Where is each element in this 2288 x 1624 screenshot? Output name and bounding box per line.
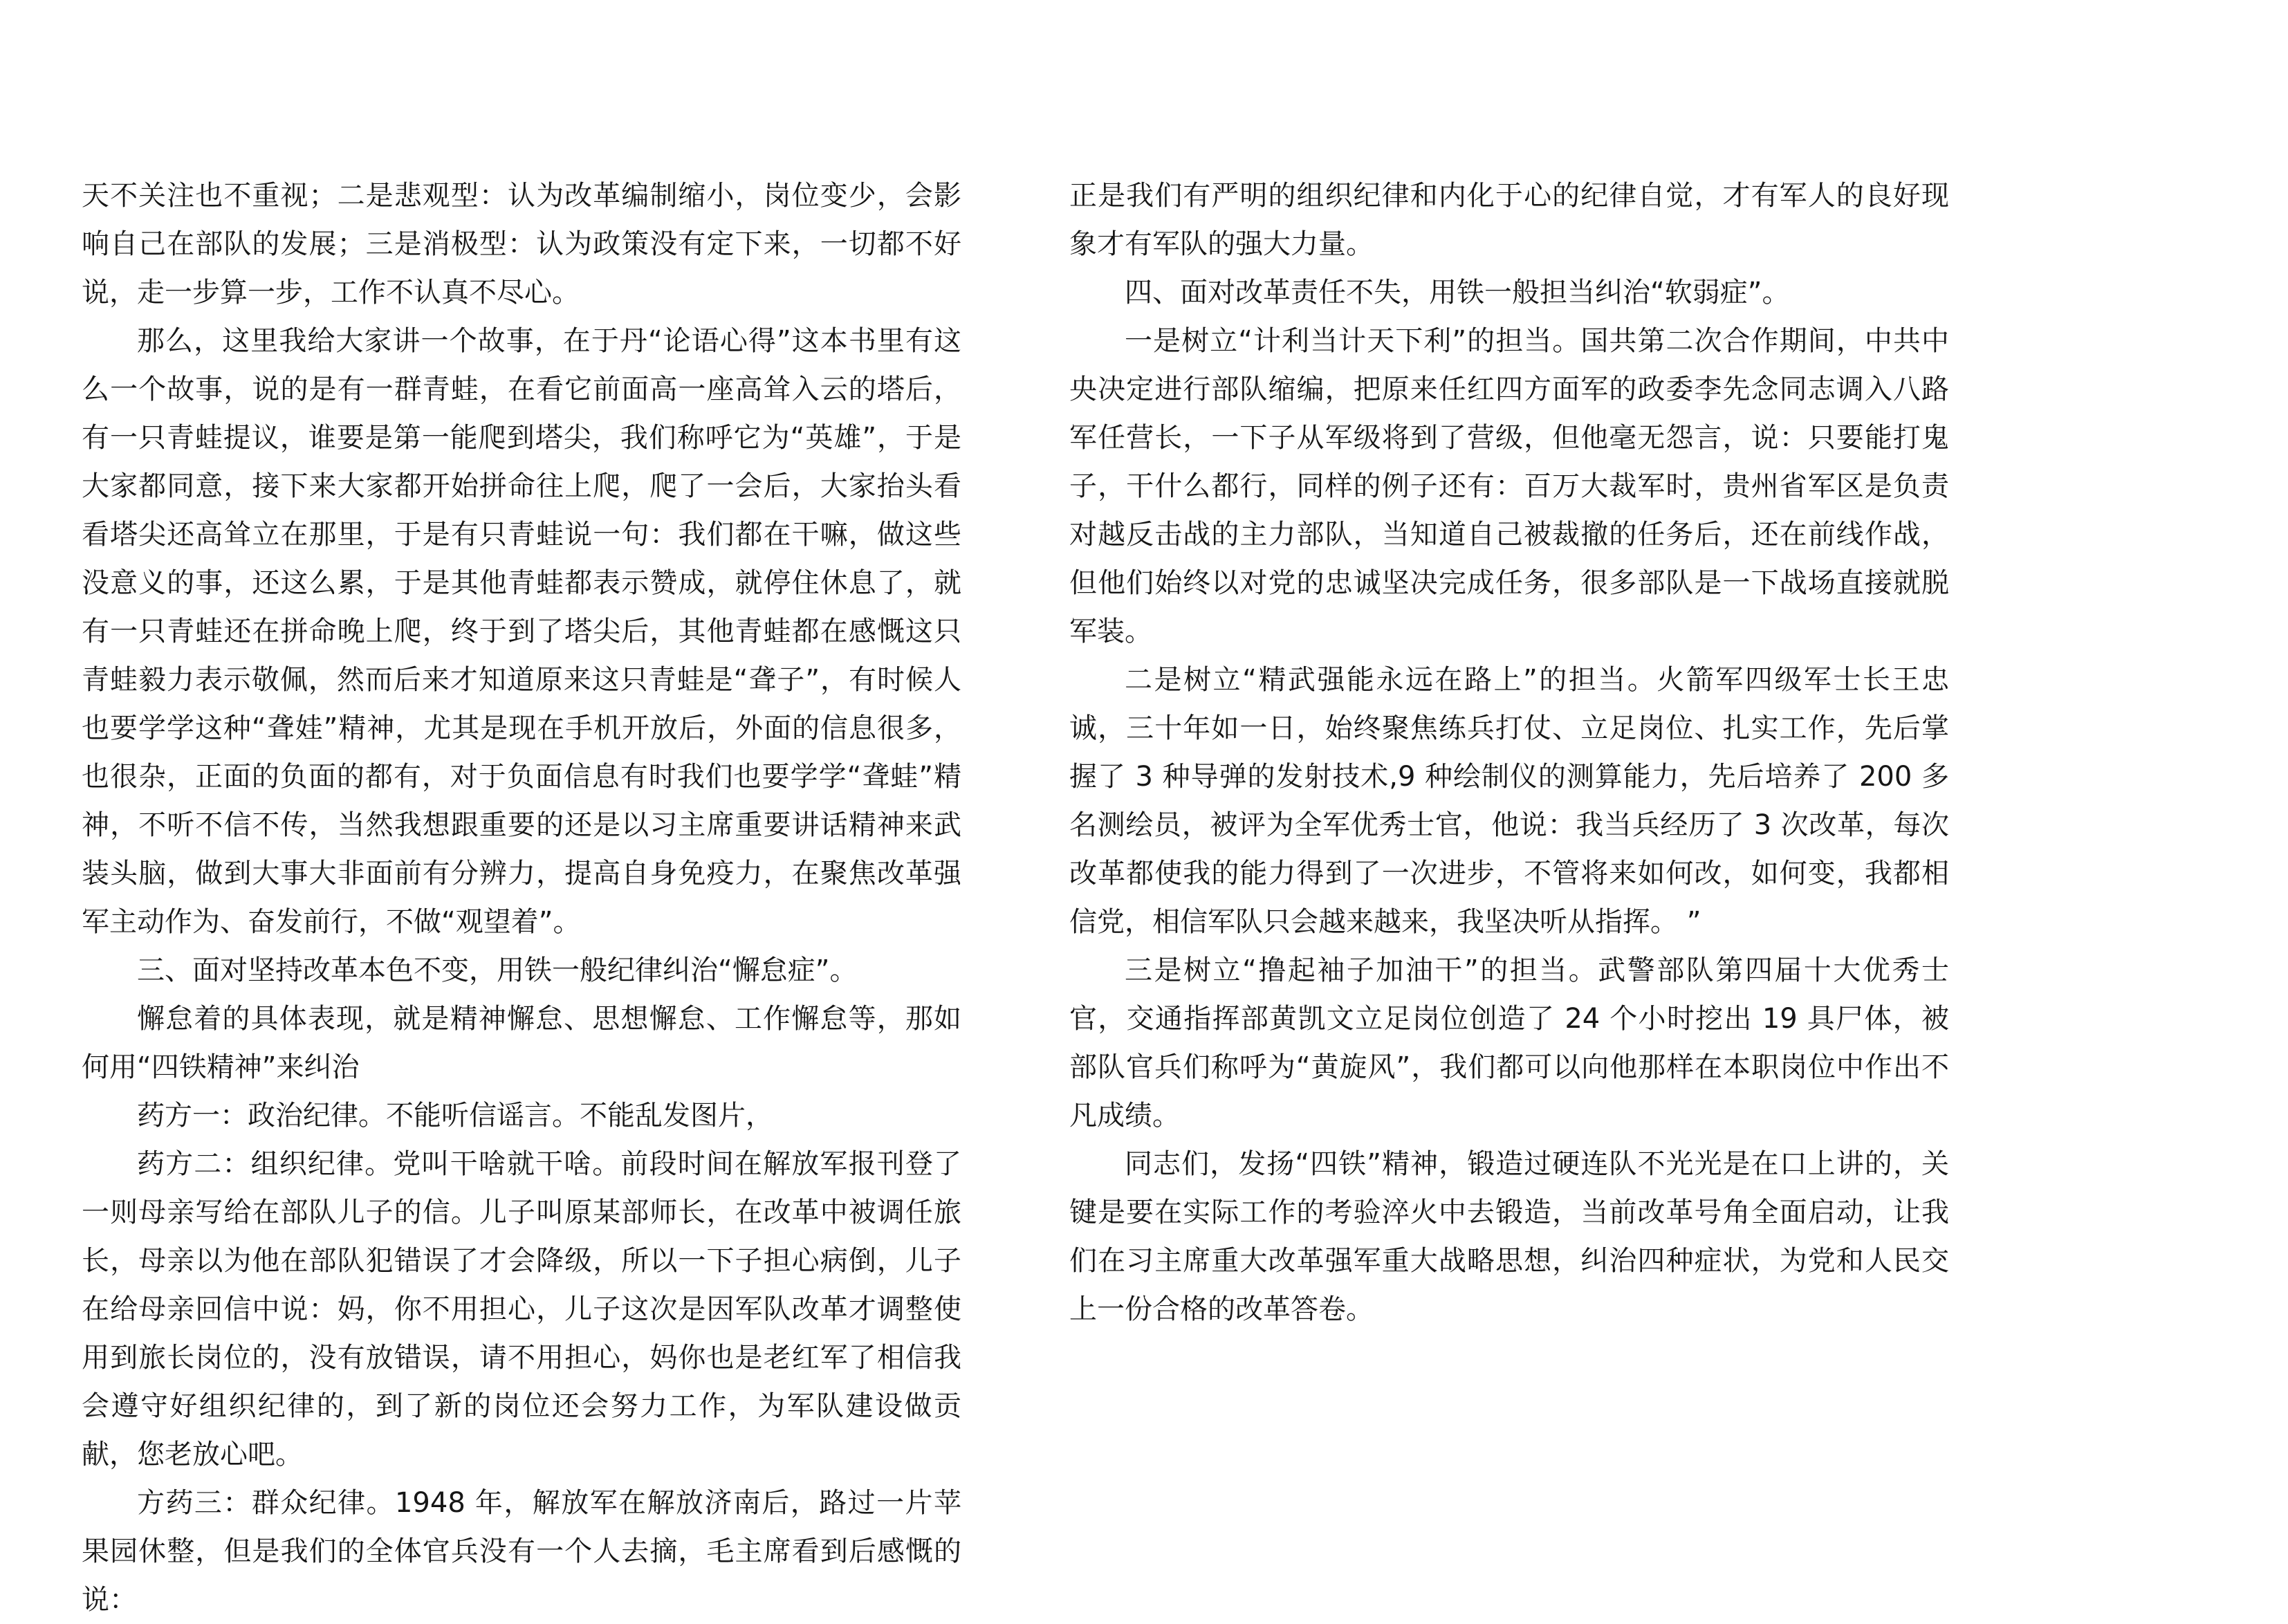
paragraph: 三是树立“撸起袖子加油干”的担当。武警部队第四届十大优秀士官，交通指挥部黄凯文立足岗位创造了 24 个小时挖出 19 具尸体，被部队官兵们称呼为“黄旋风”，我们都可以向他那样在本职岗位中作出不凡成绩。 — [1069, 954, 1949, 1132]
paragraph: 方药三：群众纪律。1948 年，解放军在解放济南后，路过一片苹果园休整，但是我们的全体官兵没有一个人去摘，毛主席看到后感慨的说： — [82, 1487, 961, 1616]
section-heading: 四、面对改革责任不失，用铁一般担当纠治“软弱症”。 — [1125, 277, 1790, 308]
paragraph: 同志们，发扬“四铁”精神，锻造过硬连队不光光是在口上讲的，关键是要在实际工作的考验淬火中去锻造，当前改革号角全面启动，让我们在习主席重大改革强军重大战略思想，纠治四种症状，为党和人民交上一份合格的改革答卷。 — [1069, 1148, 1949, 1325]
paragraph: 二是树立“精武强能永远在路上”的担当。火箭军四级军士长王忠诚，三十年如一日，始终聚焦练兵打仗、立足岗位、扎实工作，先后掌握了 3 种导弹的发射技术,9 种绘制仪的测算能力，先后培养了 200 多名测绘员，被评为全军优秀士官，他说：我当兵经历了 3 次改革，每次改革都使我的能力得到了一次进步，不管将来如何改，如何变，我都相信党，相信军队只会越来越来，我坚决听从指挥。 ” — [1069, 664, 1949, 938]
paragraph: 药方一：政治纪律。不能听信谣言。不能乱发图片， — [137, 1100, 773, 1132]
left-column — [82, 172, 961, 1624]
paragraph: 药方二：组织纪律。党叫干啥就干啥。前段时间在解放军报刊登了一则母亲写给在部队儿子的信。儿子叫原某部师长，在改革中被调任旅长，母亲以为他在部队犯错误了才会降级，所以一下子担心病倒，儿子在给母亲回信中说：妈，你不用担心，儿子这次是因军队改革才调整使用到旅长岗位的，没有放错误，请不用担心，妈你也是老红军了相信我会遵守好组织纪律的，到了新的岗位还会努力工作，为军队建设做贡献，您老放心吧。 — [82, 1148, 961, 1470]
paragraph: 那么，这里我给大家讲一个故事，在于丹“论语心得”这本书里有这么一个故事，说的是有一群青蛙，在看它前面高一座高耸入云的塔后，有一只青蛙提议，谁要是第一能爬到塔尖，我们称呼它为“英雄”，于是大家都同意，接下来大家都开始拼命往上爬，爬了一会后，大家抬头看看塔尖还高耸立在那里，于是有只青蛙说一句：我们都在干嘛，做这些没意义的事，还这么累，于是其他青蛙都表示赞成，就停住休息了，就有一只青蛙还在拼命晚上爬，终于到了塔尖后，其他青蛙都在感慨这只青蛙毅力表示敬佩，然而后来才知道原来这只青蛙是“聋子”，有时候人也要学学这种“聋娃”精神，尤其是现在手机开放后，外面的信息很多，也很杂，正面的负面的都有，对于负面信息有时我们也要学学“聋蛙”精神，不听不信不传，当然我想跟重要的还是以习主席重要讲话精神来武装头脑，做到大事大非面前有分辨力，提高自身免疫力，在聚焦改革强军主动作为、奋发前行，不做“观望着”。 — [82, 325, 961, 938]
paragraph: 懈怠着的具体表现，就是精神懈怠、思想懈怠、工作懈怠等，那如何用“四铁精神”来纠治 — [82, 1003, 961, 1083]
section-heading: 三、面对坚持改革本色不变，用铁一般纪律纠治“懈怠症”。 — [137, 954, 858, 986]
paragraph: 一是树立“计利当计天下利”的担当。国共第二次合作期间，中共中央决定进行部队缩编，把原来任红四方面军的政委李先念同志调入八路军任营长，一下子从军级将到了营级，但他毫无怨言，说：只要能打鬼子，干什么都行，同样的例子还有：百万大裁军时，贵州省军区是负责对越反击战的主力部队，当知道自己被裁撤的任务后，还在前线作战，但他们始终以对党的忠诚坚决完成任务，很多部队是一下战场直接就脱军装。 — [1069, 325, 1949, 647]
right-column — [1069, 172, 1949, 1334]
paragraph: 正是我们有严明的组织纪律和内化于心的纪律自觉，才有军人的良好现象才有军队的强大力量。 — [1069, 180, 1949, 260]
paragraph: 天不关注也不重视；二是悲观型：认为改革编制缩小，岗位变少，会影响自己在部队的发展；三是消极型：认为政策没有定下来，一切都不好说，走一步算一步，工作不认真不尽心。 — [82, 180, 961, 308]
